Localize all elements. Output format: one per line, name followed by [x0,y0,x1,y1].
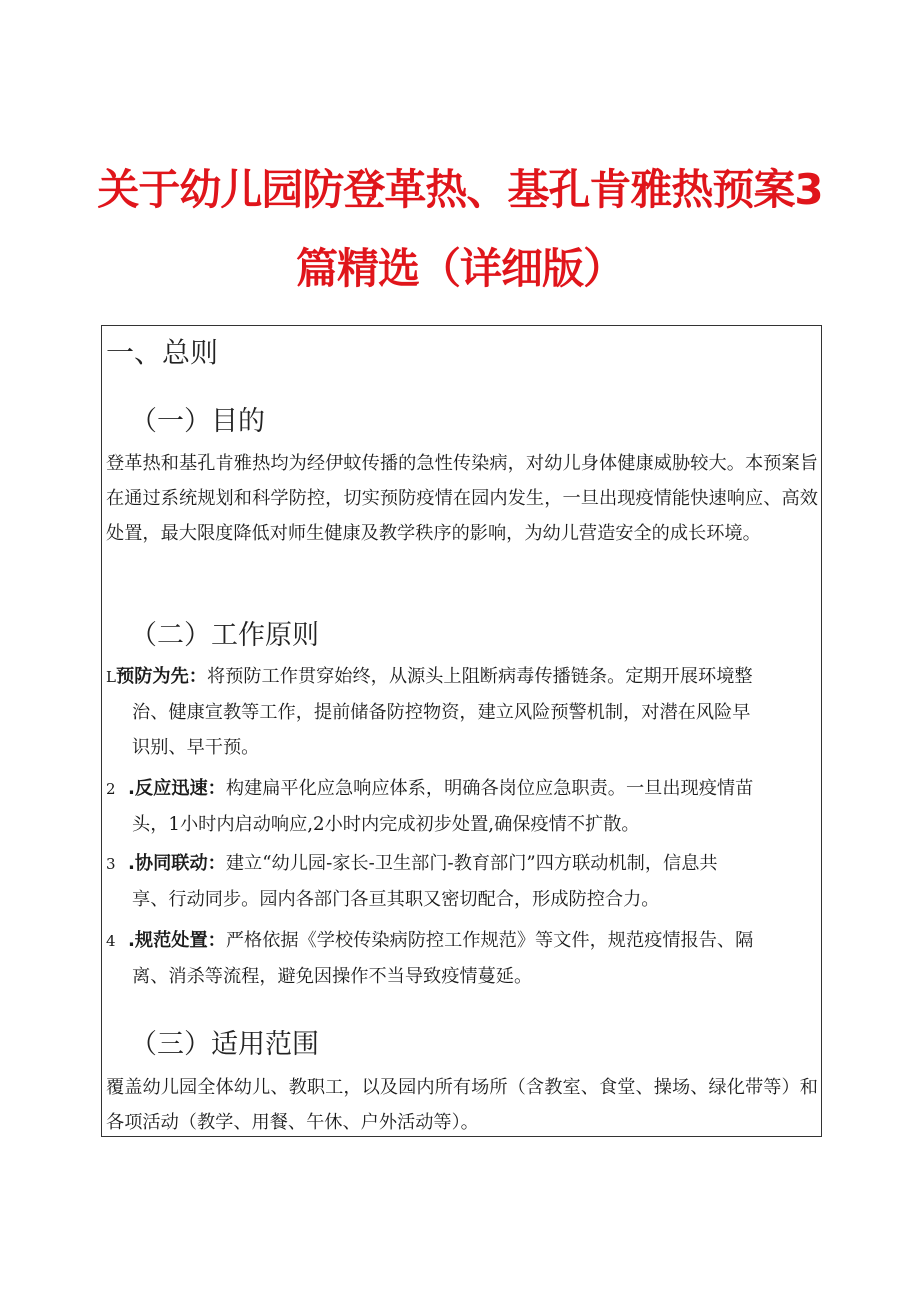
principle-label: .规范处置： [128,930,226,951]
principle-item-4 [106,923,820,994]
principle-label: .反应迅速： [128,778,226,799]
content-box [101,325,822,1137]
document-title-line-1: 关于幼儿园防登革热、基孔肯雅热预案3 [97,165,823,214]
principle-text: 严格依据《学校传染病防控工作规范》等文件，规范疫情报告、隔 [225,930,754,951]
principle-text-cont: 享、行动同步。园内各部门各亘其职又密切配合，形成防控合力。 [132,889,660,910]
principle-number: L [106,668,116,686]
principle-number: 4 [106,932,116,950]
principle-text: 将预防工作贯穿始终，从源头上阻断病毒传播链条。定期开展环境整 [206,666,753,687]
principle-text-cont: 识别、早干预。 [132,737,260,758]
subheading-principles: （二）工作原则 [130,620,319,651]
principle-number: 3 [106,855,116,873]
document-title-line-2: 篇精选（详细版） [295,244,624,293]
principle-item-3 [106,846,820,917]
principle-text: 构建扁平化应急响应体系，明确各岗位应急职责。一旦出现疫情苗 [225,778,754,799]
subheading-scope: （三）适用范围 [130,1029,319,1060]
principle-text-cont: 离、消杀等流程，避免因操作不当导致疫情蔓延。 [132,966,533,987]
subheading-purpose: （一）目的 [130,406,265,437]
principle-number: 2 [106,780,116,798]
principle-label: 预防为先： [116,666,207,687]
purpose-paragraph: 登革热和基孔肯雅热均为经伊蚊传播的急性传染病，对幼儿身体健康威胁较大。本预案旨在通过系统规划和科学防控，切实预防疫情在园内发生，一旦出现疫情能快速响应、高效处置，最大限度降低对师生健康及教学秩序的影响，为幼儿营造安全的成长环境。 [106,453,818,544]
scope-paragraph: 覆盖幼儿园全体幼儿、教职工，以及园内所有场所（含教室、食堂、操场、绿化带等）和各项活动（教学、用餐、午休、户外活动等）。 [106,1077,818,1133]
principle-label: .协同联动： [128,853,226,874]
principle-text-cont: 头，1小时内启动响应,2小时内完成初步处置,确保疫情不扩散。 [132,814,640,835]
principle-item-1 [106,659,820,765]
principle-text: 建立“幼儿园-家长-卫生部门-教育部门”四方联动机制，信息共 [225,853,718,874]
principle-text-cont: 治、健康宣教等工作，提前储备防控物资，建立风险预警机制，对潜在风险早 [132,702,751,723]
principle-item-2 [106,771,820,842]
section-heading-general: 一、总则 [106,336,219,369]
